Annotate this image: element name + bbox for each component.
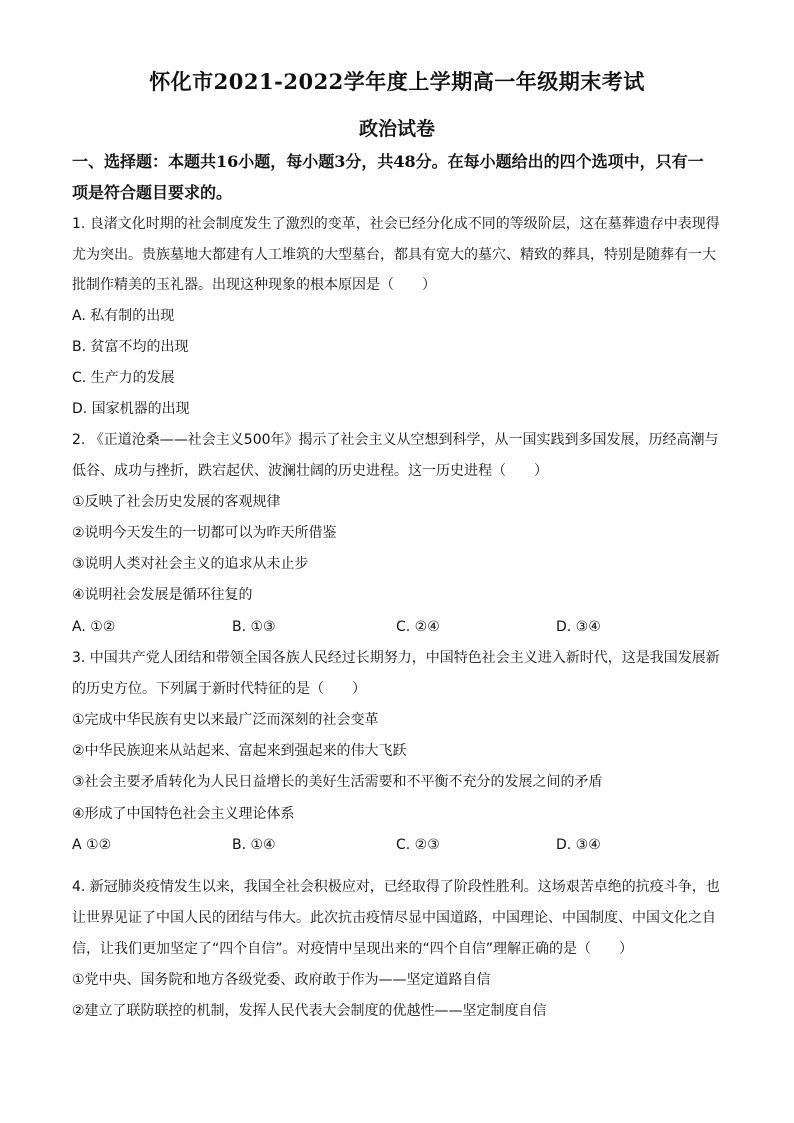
q1-option-c: C. 生产力的发展 [72,370,175,386]
q3-statement-1: ①完成中华民族有史以来最广泛而深刻的社会变革 [72,712,379,728]
q2-statement-1: ①反映了社会历史发展的客观规律 [72,494,281,510]
q4-statement-2: ②建立了联防联控的机制，发挥人民代表大会制度的优越性——坚定制度自信 [72,1003,547,1019]
q1-option-d: D. 国家机器的出现 [72,401,190,417]
q2-statement-3: ③说明人类对社会主义的追求从未止步 [72,556,309,572]
q3-statement-2: ②中华民族迎来从站起来、富起来到强起来的伟大飞跃 [72,743,407,759]
q2-option-d: D. ③④ [556,619,601,635]
q1-stem-line2: 尤为突出。贵族墓地大都建有人工堆筑的大型墓台，都具有宽大的墓穴、精致的葬具，特别是随葬有一大 [72,247,716,263]
q1-option-b: B. 贫富不均的出现 [72,339,189,355]
section-heading-line1: 一、选择题：本题共16小题，每小题3分，共48分。在每小题给出的四个选项中，只有一 [72,152,704,171]
q2-statement-4: ④说明社会发展是循环往复的 [72,587,253,603]
q1-option-a: A. 私有制的出现 [72,308,175,324]
q3-option-c: C. ②③ [396,837,440,853]
q3-option-b: B. ①④ [232,837,276,853]
q4-stem-line1: 4. 新冠肺炎疫情发生以来，我国全社会积极应对，已经取得了阶段性胜利。这场艰苦卓绝的抗疫斗争，也 [72,879,720,895]
q2-stem-line2: 低谷、成功与挫折，跌宕起伏、波澜壮阔的历史进程。这一历史进程（ ） [72,463,548,479]
q3-stem-line1: 3. 中国共产党人团结和带领全国各族人民经过长期努力，中国特色社会主义进入新时代，这是我国发展新 [72,650,720,666]
q2-stem-line1: 2. 《正道沧桑——社会主义500年》揭示了社会主义从空想到科学，从一国实践到多国发展，历经高潮与 [72,432,719,448]
q3-option-a: A ①② [72,837,112,853]
q4-stem-line2: 让世界见证了中国人民的团结与伟大。此次抗击疫情尽显中国道路，中国理论、中国制度、中国文化之自 [72,910,716,926]
exam-subtitle: 政治试卷 [358,118,435,140]
q4-stem-line3: 信，让我们更加坚定了“四个自信”。对疫情中呈现出来的“四个自信”理解正确的是（ ） [72,941,634,957]
q3-option-d: D. ③④ [556,837,601,853]
exam-title: 怀化市2021-2022学年度上学期高一年级期末考试 [149,69,645,94]
q2-option-a: A. ①② [72,619,116,635]
q1-stem-line1: 1. 良渚文化时期的社会制度发生了激烈的变革，社会已经分化成不同的等级阶层，这在墓葬遗存中表现得 [72,216,720,232]
q4-statement-1: ①党中央、国务院和地方各级党委、政府敢于作为——坚定道路自信 [72,972,491,988]
q3-statement-3: ③社会主要矛盾转化为人民日益增长的美好生活需要和不平衡不充分的发展之间的矛盾 [72,774,603,790]
q2-option-c: C. ②④ [396,619,440,635]
q3-statement-4: ④形成了中国特色社会主义理论体系 [72,806,295,822]
q3-stem-line2: 的历史方位。下列属于新时代特征的是（ ） [72,681,366,697]
q2-statement-2: ②说明今天发生的一切都可以为昨天所借鉴 [72,525,337,541]
q1-stem-line3: 批制作精美的玉礼器。出现这种现象的根本原因是（ ） [72,277,436,293]
section-heading-line2: 项是符合题目要求的。 [72,183,233,202]
q2-option-b: B. ①③ [232,619,276,635]
